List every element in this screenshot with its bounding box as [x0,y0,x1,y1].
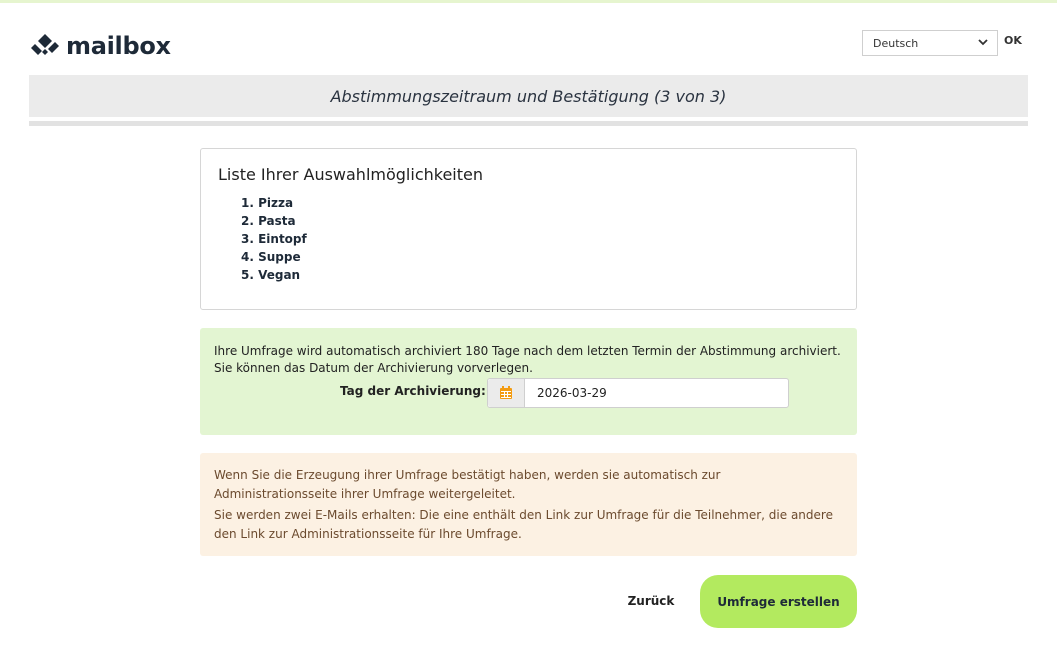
step-banner [29,75,1028,117]
mailbox-logo-icon [30,32,60,60]
language-ok-button[interactable]: OK [1004,34,1022,47]
logo[interactable] [30,30,171,62]
list-item: 1. Pizza [241,196,294,210]
list-item: 4. Suppe [241,250,301,264]
choices-list [241,194,307,284]
language-select-value: Deutsch [873,36,919,50]
list-item: 5. Vegan [241,268,301,282]
choices-panel [200,148,857,310]
calendar-icon [499,386,513,400]
list-item: 3. Eintopf [241,232,307,246]
header [0,0,1057,75]
step-divider [29,121,1028,126]
chevron-down-icon [977,36,989,48]
archive-date-label: Tag der Archivierung: [340,384,486,398]
archive-date-picker[interactable] [487,378,789,408]
archive-line-2: Sie können das Datum der Archivierung vorverlegen. [214,361,533,375]
archive-line-1: Ihre Umfrage wird automatisch archiviert 180 Tage nach dem letzten Termin der Abstimmung archiviert. [214,344,841,358]
language-select[interactable] [862,30,998,56]
back-button[interactable]: Zurück [617,592,685,610]
info-panel [200,453,857,556]
info-paragraph-2: Sie werden zwei E-Mails erhalten: Die eine enthält den Link zur Umfrage für die Teilnehmer, die andere den Link zur Administrationsseite für Ihre Umfrage. [214,508,833,541]
logo-text: mailbox [66,32,171,60]
archive-description [214,343,841,377]
info-paragraph-1: Wenn Sie die Erzeugung ihrer Umfrage bestätigt haben, werden sie automatisch zur Administrationsseite ihrer Umfrage weitergeleitet. [214,468,721,501]
choices-title: Liste Ihrer Auswahlmöglichkeiten [218,165,483,184]
archive-panel [200,328,857,435]
create-poll-button[interactable]: Umfrage erstellen [700,575,857,628]
step-title: Abstimmungszeitraum und Bestätigung (3 von 3) [330,86,727,106]
calendar-button[interactable] [488,379,525,407]
list-item: 2. Pasta [241,214,296,228]
archive-date-input[interactable] [525,379,788,407]
